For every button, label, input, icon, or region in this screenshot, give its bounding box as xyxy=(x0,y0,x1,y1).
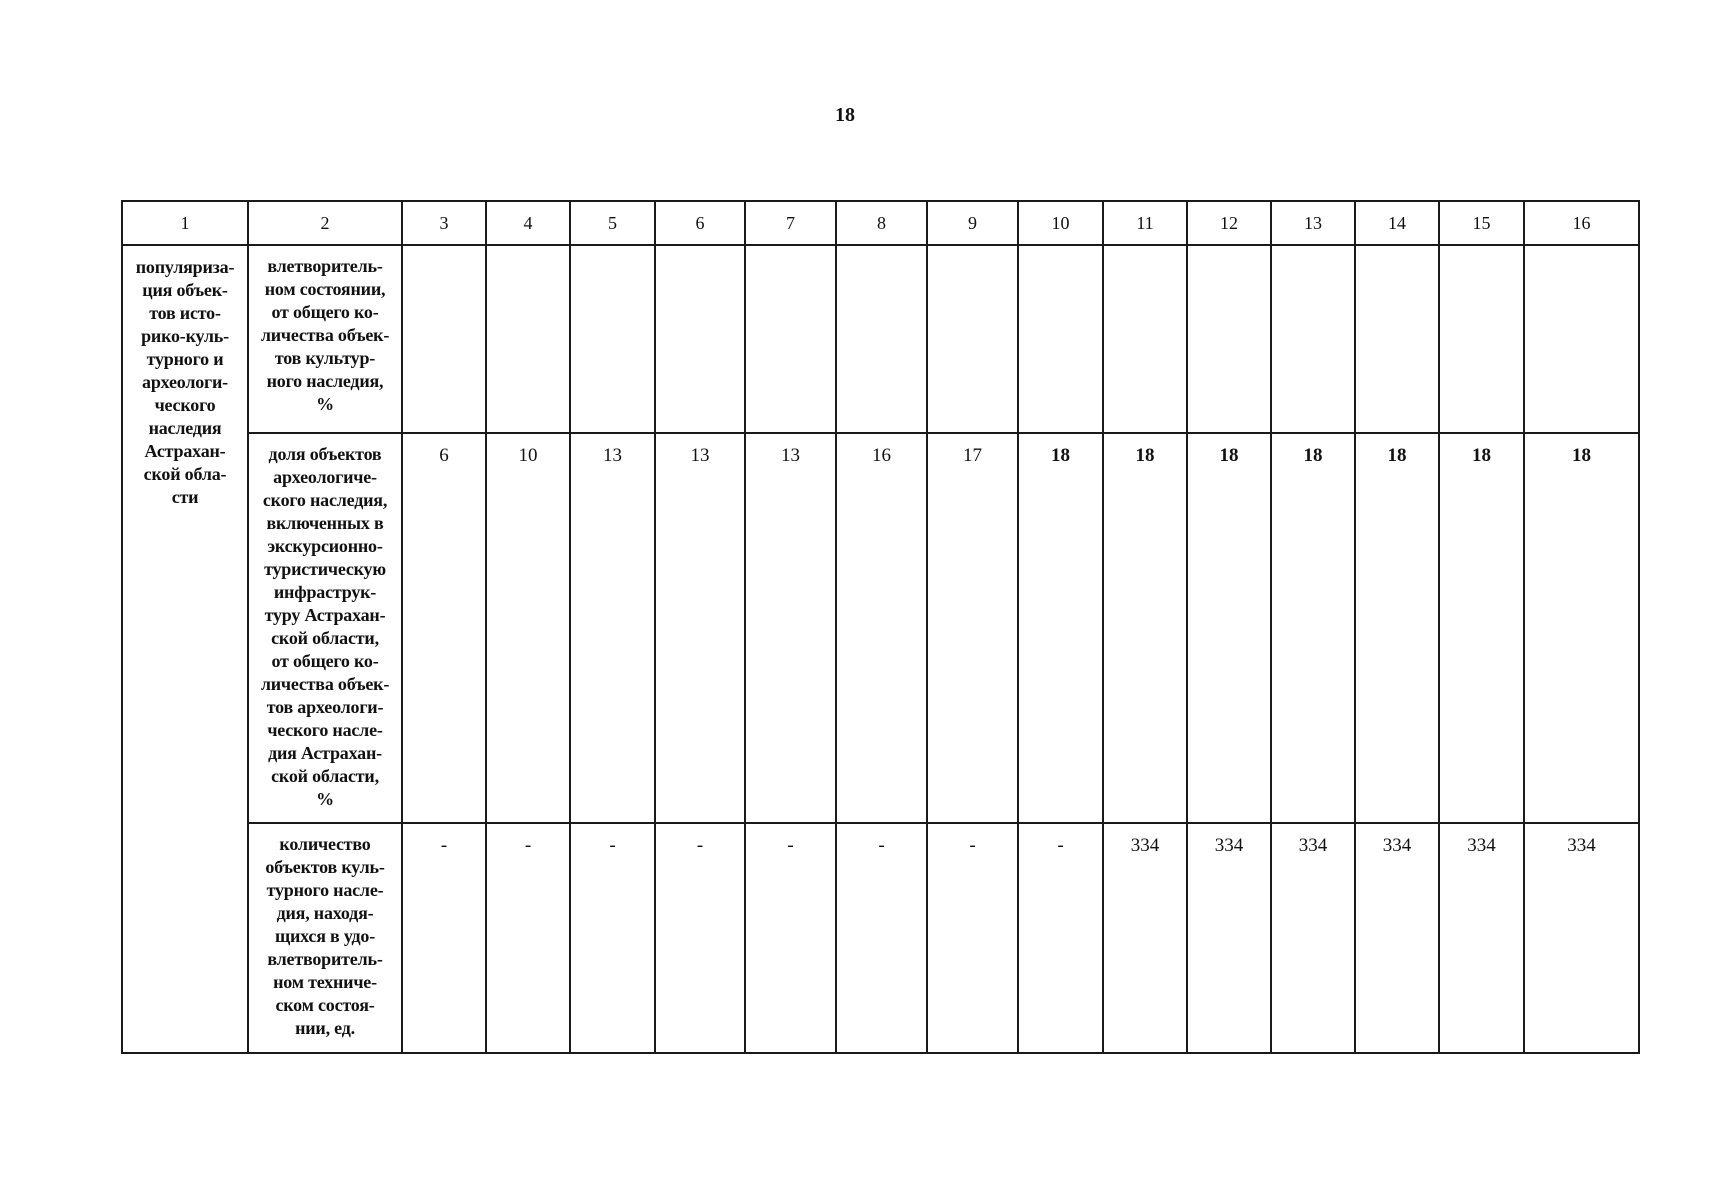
group-label-cell xyxy=(122,245,248,1053)
value-cell xyxy=(1187,433,1271,823)
value-cell-text: - xyxy=(609,835,616,856)
table-row xyxy=(122,823,1639,1053)
value-cell-text xyxy=(837,246,926,256)
value-cell-text xyxy=(1188,246,1270,256)
value-cell-text: 334 xyxy=(1567,835,1596,856)
value-cell-text xyxy=(487,246,569,256)
value-cell xyxy=(1524,823,1639,1053)
value-cell-text: 13 xyxy=(781,445,800,466)
value-cell xyxy=(655,823,745,1053)
column-header-1: 1 xyxy=(122,201,248,245)
value-cell-text: 16 xyxy=(872,445,891,466)
value-cell-text: 18 xyxy=(1303,445,1323,466)
column-header-7: 7 xyxy=(745,201,836,245)
value-cell xyxy=(745,245,836,433)
page-number: 18 xyxy=(835,104,855,126)
value-cell xyxy=(836,245,927,433)
value-cell-text: - xyxy=(787,835,794,856)
value-cell-text xyxy=(1440,246,1523,256)
indicator-cell-text: доля объектов археологиче- ского наследия, включенных в экскурсионно- туристическую инфраструк- туру Астрахан- ской области, от общего ко- личества объек- тов археологи- ческого насле- дия Астрахан- ской области, % xyxy=(260,444,390,809)
value-cell-text xyxy=(1272,246,1354,256)
value-cell xyxy=(1103,823,1187,1053)
indicator-cell xyxy=(248,245,402,433)
value-cell xyxy=(1187,245,1271,433)
value-cell-text xyxy=(571,246,654,256)
value-cell-text: 18 xyxy=(1219,445,1239,466)
value-cell xyxy=(1271,245,1355,433)
value-cell-text xyxy=(746,246,835,256)
column-header-6: 6 xyxy=(655,201,745,245)
value-cell xyxy=(1439,245,1524,433)
value-cell xyxy=(1018,245,1103,433)
indicator-cell xyxy=(248,433,402,823)
value-cell-text: - xyxy=(440,835,448,856)
value-cell xyxy=(570,245,655,433)
value-cell xyxy=(1103,433,1187,823)
column-header-10: 10 xyxy=(1018,201,1103,245)
value-cell-text xyxy=(1019,246,1102,256)
value-cell-text: 17 xyxy=(963,445,982,466)
value-cell xyxy=(1524,433,1639,823)
value-cell-text xyxy=(928,246,1017,256)
column-header-11: 11 xyxy=(1103,201,1187,245)
table-row xyxy=(122,433,1639,823)
table-header-row xyxy=(122,201,1639,245)
column-header-4: 4 xyxy=(486,201,570,245)
value-cell-text: 18 xyxy=(1472,445,1491,466)
value-cell xyxy=(836,433,927,823)
value-cell-text: 18 xyxy=(1387,445,1407,466)
value-cell-text: 18 xyxy=(1135,445,1155,466)
column-header-8: 8 xyxy=(836,201,927,245)
value-cell-text: 334 xyxy=(1467,835,1496,856)
value-cell xyxy=(655,433,745,823)
value-cell xyxy=(1271,823,1355,1053)
value-cell xyxy=(927,823,1018,1053)
value-cell-text: - xyxy=(524,835,532,856)
value-cell-text: 6 xyxy=(439,445,449,466)
value-cell-text: 10 xyxy=(518,445,538,466)
column-header-9: 9 xyxy=(927,201,1018,245)
column-header-5: 5 xyxy=(570,201,655,245)
value-cell-text: 13 xyxy=(690,445,710,466)
column-header-14: 14 xyxy=(1355,201,1439,245)
value-cell-text: 18 xyxy=(1051,445,1070,466)
indicator-cell xyxy=(248,823,402,1053)
value-cell-text xyxy=(1525,246,1638,256)
value-cell xyxy=(1439,823,1524,1053)
value-cell xyxy=(1271,433,1355,823)
value-cell-text: 334 xyxy=(1298,835,1328,856)
value-cell xyxy=(1018,433,1103,823)
value-cell xyxy=(1355,433,1439,823)
table-row xyxy=(122,245,1639,433)
value-cell xyxy=(402,245,486,433)
value-cell-text: 334 xyxy=(1382,835,1412,856)
value-cell-text: 334 xyxy=(1214,835,1244,856)
value-cell xyxy=(836,823,927,1053)
value-cell xyxy=(1018,823,1103,1053)
value-cell xyxy=(570,433,655,823)
value-cell-text: 13 xyxy=(603,445,622,466)
value-cell xyxy=(655,245,745,433)
value-cell-text: - xyxy=(969,835,976,856)
value-cell xyxy=(745,433,836,823)
column-header-12: 12 xyxy=(1187,201,1271,245)
value-cell xyxy=(402,433,486,823)
value-cell-text: - xyxy=(1057,835,1064,856)
value-cell xyxy=(486,245,570,433)
column-header-16: 16 xyxy=(1524,201,1639,245)
value-cell xyxy=(486,433,570,823)
column-header-15: 15 xyxy=(1439,201,1524,245)
value-cell xyxy=(1524,245,1639,433)
indicator-cell-text: количество объектов куль- турного насле- дия, находя- щихся в удо- влетворитель- ном техниче- ском состоя- нии, ед. xyxy=(265,834,385,1038)
value-cell-text xyxy=(1104,246,1186,256)
indicators-table xyxy=(121,200,1640,1054)
value-cell xyxy=(745,823,836,1053)
indicator-cell-text: влетворитель- ном состоянии, от общего ко- личества объек- тов культур- ного наследия, % xyxy=(260,256,390,414)
value-cell-text: - xyxy=(696,835,704,856)
value-cell xyxy=(1103,245,1187,433)
value-cell xyxy=(1439,433,1524,823)
value-cell xyxy=(1355,823,1439,1053)
value-cell xyxy=(927,245,1018,433)
column-header-3: 3 xyxy=(402,201,486,245)
value-cell xyxy=(1355,245,1439,433)
value-cell-text: 334 xyxy=(1130,835,1160,856)
value-cell xyxy=(486,823,570,1053)
value-cell-text xyxy=(656,246,744,256)
column-header-13: 13 xyxy=(1271,201,1355,245)
value-cell-text: - xyxy=(878,835,885,856)
value-cell-text: 18 xyxy=(1572,445,1591,466)
value-cell-text xyxy=(403,246,485,256)
column-header-2: 2 xyxy=(248,201,402,245)
value-cell xyxy=(1187,823,1271,1053)
value-cell xyxy=(402,823,486,1053)
value-cell xyxy=(927,433,1018,823)
group-label-cell-text: популяриза- ция объек- тов исто- рико-куль- турного и археологи- ческого наследия Астрахан- ской обла- сти xyxy=(135,257,235,507)
value-cell xyxy=(570,823,655,1053)
value-cell-text xyxy=(1356,246,1438,256)
